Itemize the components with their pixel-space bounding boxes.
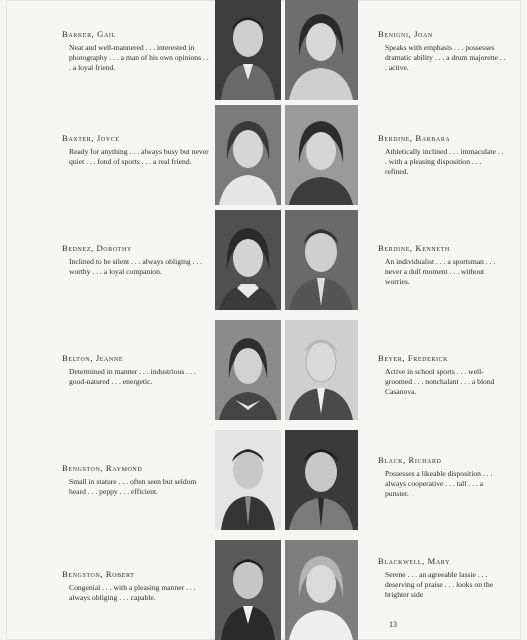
student-description: Serene . . . an agreeable lassie . . . deserving of praise . . . looks on the brighter side [385,570,494,600]
entry-left-2 [62,133,212,167]
entry-left-6 [62,569,212,603]
page-number: 13 [389,620,397,629]
student-name: Benigni, Joan [378,29,433,39]
student-name: Berdine, Kenneth [378,243,450,253]
student-description: Athletically inclined . . . immaculate . . . with a pleasing disposition . . . refined. [385,147,504,177]
entry-left-1 [62,29,212,74]
portrait-photo [215,210,281,310]
student-description: An individualist . . . a sportsman . . . never a dull moment . . . without worries. [385,257,496,287]
portrait-photo [285,0,358,100]
student-description: Small in stature . . . often seen but seldom heard . . . peppy . . . efficient. [69,477,197,497]
entry-right-4 [378,353,506,398]
student-name: Black, Richard [378,455,442,465]
student-description: Determined in manner . . . industrious . . . good-natured . . . energetic. [69,367,196,387]
entry-left-5 [62,463,212,497]
student-name: Beyer, Frederick [378,353,449,363]
student-name: Belton, Jeanne [62,353,124,363]
entry-left-3 [62,243,212,277]
portrait-photo [285,210,358,310]
student-name: Baxter, Joyce [62,133,120,143]
student-description: Inclined to be silent . . . always obliging . . . worthy . . . a loyal companion. [69,257,203,277]
student-description: Neat and well-mannered . . . interested in photography . . . a man of his own opinions . . . a loyal friend. [69,43,209,73]
portrait-photo [285,430,358,530]
student-name: Bengston, Raymond [62,463,143,473]
entry-right-2 [378,133,506,178]
portrait-photo [215,320,281,420]
entry-right-1 [378,29,506,74]
portrait-photo [215,105,281,205]
student-name: Bengston, Robert [62,569,135,579]
student-description: Active in school sports . . . well-groomed . . . nonchalant . . . a blond Casanova. [385,367,495,397]
student-name: Blackwell, Mary [378,556,450,566]
entry-right-6 [378,556,506,601]
student-name: Barker, Gail [62,29,116,39]
portrait-photo [215,430,281,530]
portrait-photo [285,320,358,420]
student-description: Possesses a likeable disposition . . . always cooperative . . . tall . . . a punster. [385,469,493,499]
portrait-photo [285,540,358,640]
portrait-photo [215,540,281,640]
entry-left-4 [62,353,212,387]
student-name: Berdine, Barbara [378,133,451,143]
yearbook-page [6,0,521,640]
entry-right-3 [378,243,506,288]
portrait-photo [215,0,281,100]
student-description: Ready for anything . . . always busy but never quiet . . . fond of sports . . . a real friend. [69,147,209,167]
student-description: Congenial . . . with a pleasing manner . . . always obliging . . . capable. [69,583,196,603]
student-description: Speaks with emphasis . . . possesses dramatic ability . . . a drum majorette . . . active. [385,43,506,73]
student-name: Bednez, Dorothy [62,243,132,253]
portrait-photo [285,105,358,205]
entry-right-5 [378,455,506,500]
